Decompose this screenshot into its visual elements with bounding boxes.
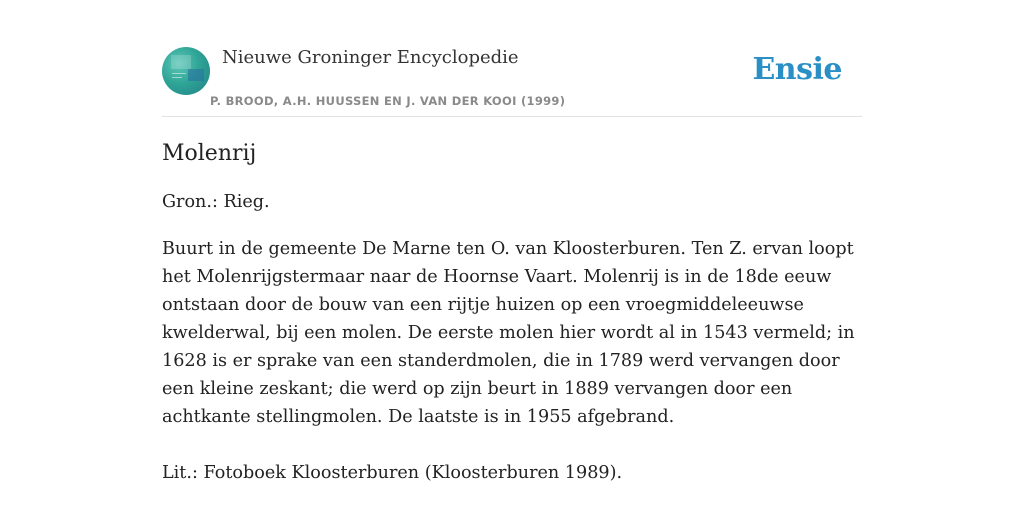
entry-title: Molenrij [162, 141, 257, 166]
entry-content [162, 138, 862, 506]
cover-panel [171, 55, 191, 69]
book-authors: P. BROOD, A.H. HUUSSEN EN J. VAN DER KOOI (1999) [210, 94, 566, 108]
brand-logo[interactable]: Ensie [752, 52, 842, 87]
header [162, 46, 862, 117]
book-title[interactable]: Nieuwe Groninger Encyclopedie [222, 47, 519, 68]
entry-paragraph: Buurt in de gemeente De Marne ten O. van Kloosterburen. Ten Z. ervan loopt het Molenrijgstermaar naar de Hoornse Vaart. Molenrij is in de 18de eeuw ontstaan door de bouw van een rijtje huizen op een vroegmiddeleeuwse kwelderwal, bij een molen. De eerste molen hier wordt al in 1543 vermeld; in 1628 is er sprake van een standerdmolen, die in 1789 werd vervangen door een kleine zeskant; die werd op zijn beurt in 1889 vervangen door een achtkante stellingmolen. De laatste is in 1955 afgebrand. [162, 239, 855, 427]
cover-line [172, 73, 186, 74]
entry-paragraph: Gron.: Rieg. [162, 192, 270, 212]
book-cover-icon[interactable] [162, 47, 210, 95]
literature-reference: Lit.: Fotoboek Kloosterburen (Kloosterburen 1989). [162, 463, 623, 483]
cover-panel-accent [188, 69, 204, 81]
cover-line [172, 77, 182, 78]
